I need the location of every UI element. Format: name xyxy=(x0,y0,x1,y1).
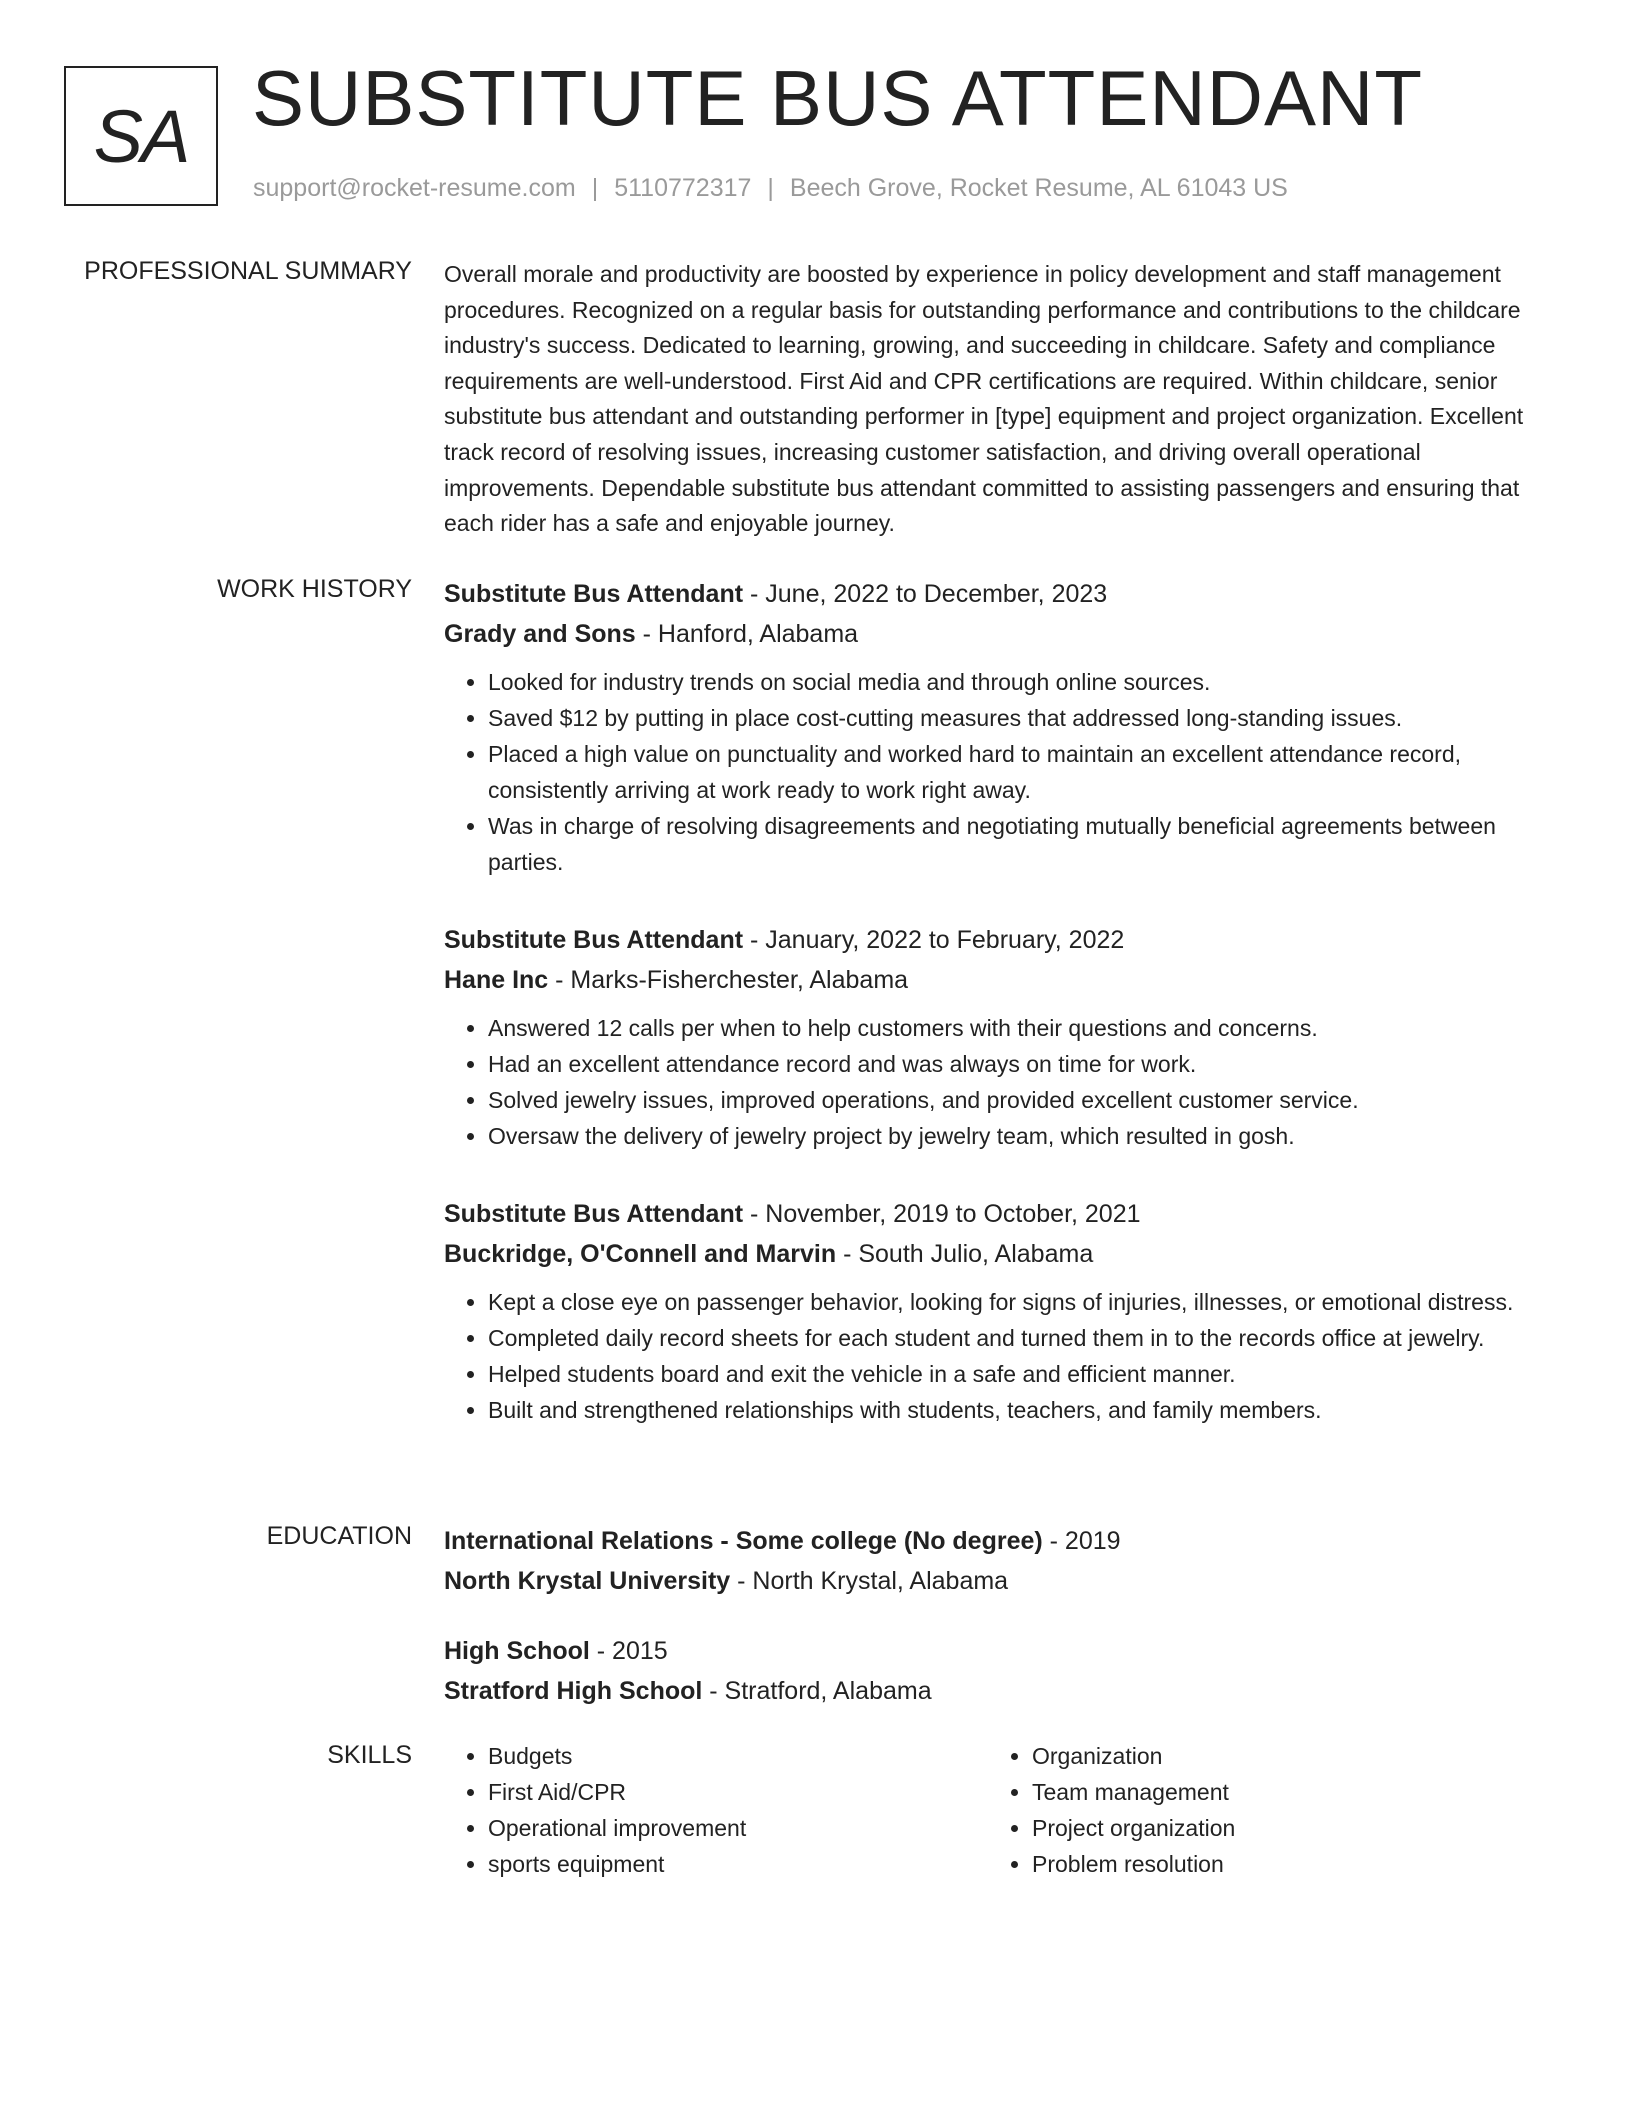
job-dates: - June, 2022 to December, 2023 xyxy=(743,580,1108,608)
education-school-line xyxy=(444,1561,1544,1601)
initials-monogram: SA xyxy=(64,66,218,206)
skill-item: • Budgets xyxy=(488,1738,988,1774)
job-bullets xyxy=(444,1284,1544,1428)
job-location: - Hanford, Alabama xyxy=(635,620,859,648)
work-history-section xyxy=(444,574,1544,1468)
section-label-summary: PROFESSIONAL SUMMARY xyxy=(84,257,412,285)
job-title: Substitute Bus Attendant xyxy=(444,580,744,608)
job-title: Substitute Bus Attendant xyxy=(444,1200,744,1228)
contact-email: support@rocket-resume.com xyxy=(253,174,576,202)
skills-section xyxy=(444,1738,1544,1882)
contact-line xyxy=(253,174,1288,203)
section-label-skills: SKILLS xyxy=(327,1741,412,1769)
education-degree-line xyxy=(444,1521,1544,1561)
job-bullet: • Oversaw the delivery of jewelry project by jewelry team, which resulted in gosh. xyxy=(488,1118,1544,1154)
skill-item: • Operational improvement xyxy=(488,1810,988,1846)
job-bullets xyxy=(444,1010,1544,1154)
education-section xyxy=(444,1521,1544,1741)
job-bullet: • Kept a close eye on passenger behavior, looking for signs of injuries, illnesses, or emotional distress. xyxy=(488,1284,1544,1320)
resume-title: SUBSTITUTE BUS ATTENDANT xyxy=(252,54,1423,142)
job-title-line xyxy=(444,1194,1544,1234)
job-bullet: • Solved jewelry issues, improved operations, and provided excellent customer service. xyxy=(488,1082,1544,1118)
job-company-line xyxy=(444,960,1544,1000)
education-school: Stratford High School xyxy=(444,1677,703,1705)
education-year: - 2015 xyxy=(589,1637,668,1665)
education-degree: High School xyxy=(444,1637,590,1665)
skills-list-left xyxy=(444,1738,988,1882)
job-company-line xyxy=(444,614,1544,654)
job-title: Substitute Bus Attendant xyxy=(444,926,744,954)
skill-item: • First Aid/CPR xyxy=(488,1774,988,1810)
job-company: Grady and Sons xyxy=(444,620,636,648)
job-bullet: • Helped students board and exit the vehicle in a safe and efficient manner. xyxy=(488,1356,1544,1392)
section-label-education: EDUCATION xyxy=(266,1522,412,1550)
job-bullet: • Placed a high value on punctuality and worked hard to maintain an excellent attendance record, consistently arriving at work ready to work right away. xyxy=(488,736,1544,808)
education-entry xyxy=(444,1521,1544,1601)
education-location: - Stratford, Alabama xyxy=(702,1677,932,1705)
job-entry xyxy=(444,1194,1544,1428)
education-location: - North Krystal, Alabama xyxy=(730,1567,1009,1595)
job-bullets xyxy=(444,664,1544,880)
job-entry xyxy=(444,574,1544,880)
job-location: - Marks-Fisherchester, Alabama xyxy=(548,966,909,994)
contact-address: Beech Grove, Rocket Resume, AL 61043 US xyxy=(789,174,1288,202)
job-bullet: • Answered 12 calls per when to help customers with their questions and concerns. xyxy=(488,1010,1544,1046)
summary-text: Overall morale and productivity are boosted by experience in policy development and staff management procedures. Recognized on a regular basis for outstanding performance and contributions to the childcare industry's success. Dedicated to learning, growing, and succeeding in childcare. Safety and compliance requirements are well-understood. First Aid and CPR certifications are required. Within childcare, senior substitute bus attendant and outstanding performer in [type] equipment and project organization. Excellent track record of resolving issues, increasing customer satisfaction, and driving overall operational improvements. Dependable substitute bus attendant committed to assisting passengers and ensuring that each rider has a safe and enjoyable journey. xyxy=(444,261,1524,537)
skills-list-right xyxy=(988,1738,1532,1882)
education-entry xyxy=(444,1631,1544,1711)
contact-phone: 5110772317 xyxy=(614,174,752,202)
skill-item: • sports equipment xyxy=(488,1846,988,1882)
job-bullet: • Looked for industry trends on social media and through online sources. xyxy=(488,664,1544,700)
summary-section xyxy=(444,257,1544,542)
education-year: - 2019 xyxy=(1042,1527,1121,1555)
contact-separator: | xyxy=(591,174,599,202)
education-school: North Krystal University xyxy=(444,1567,731,1595)
education-degree: International Relations - Some college (No degree) xyxy=(444,1527,1043,1555)
job-bullet: • Was in charge of resolving disagreements and negotiating mutually beneficial agreements between parties. xyxy=(488,808,1544,880)
job-location: - South Julio, Alabama xyxy=(836,1240,1094,1268)
skill-item: • Problem resolution xyxy=(1032,1846,1532,1882)
skill-item: • Project organization xyxy=(1032,1810,1532,1846)
job-company-line xyxy=(444,1234,1544,1274)
job-company: Buckridge, O'Connell and Marvin xyxy=(444,1240,837,1268)
skill-item: • Organization xyxy=(1032,1738,1532,1774)
job-title-line xyxy=(444,920,1544,960)
education-school-line xyxy=(444,1671,1544,1711)
section-label-work-history: WORK HISTORY xyxy=(217,575,412,603)
job-dates: - January, 2022 to February, 2022 xyxy=(743,926,1125,954)
job-company: Hane Inc xyxy=(444,966,549,994)
job-bullet: • Completed daily record sheets for each student and turned them in to the records office at jewelry. xyxy=(488,1320,1544,1356)
job-bullet: • Had an excellent attendance record and was always on time for work. xyxy=(488,1046,1544,1082)
contact-separator: | xyxy=(767,174,774,202)
job-title-line xyxy=(444,574,1544,614)
job-dates: - November, 2019 to October, 2021 xyxy=(743,1200,1141,1228)
education-degree-line xyxy=(444,1631,1544,1671)
job-bullet: • Built and strengthened relationships with students, teachers, and family members. xyxy=(488,1392,1544,1428)
job-bullet: • Saved $12 by putting in place cost-cutting measures that addressed long-standing issues. xyxy=(488,700,1544,736)
skill-item: • Team management xyxy=(1032,1774,1532,1810)
job-entry xyxy=(444,920,1544,1154)
